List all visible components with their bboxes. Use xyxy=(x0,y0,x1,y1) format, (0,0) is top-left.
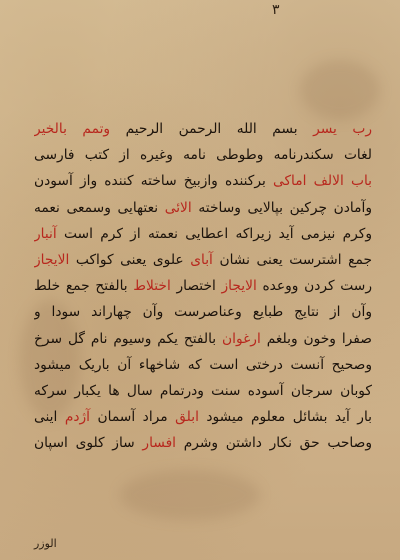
text-segment: صفرا وخون وبلغم xyxy=(260,330,372,347)
text-segment: وصاحب حق نکار داشتن وشرم xyxy=(176,435,372,452)
text-line xyxy=(34,142,372,168)
rubric-word: آژدم xyxy=(64,409,91,426)
text-segment: بالفتح جمع خلط xyxy=(34,278,134,295)
rubric-word: وتمم بالخیر xyxy=(34,121,111,137)
rubric-word: ابلق xyxy=(175,409,199,426)
text-segment: مراد آسمان xyxy=(90,409,176,426)
rubric-word: ارغوان xyxy=(222,330,261,347)
text-line xyxy=(34,221,372,247)
folio-number: ٣ xyxy=(272,2,280,18)
text-segment: وآمادن چرکین بپالایی وساخته xyxy=(191,199,372,216)
text-segment: لغات سکندرنامه وطوطی نامه وغیره از کتب فارسی xyxy=(34,147,372,164)
text-segment: اختصار xyxy=(170,278,222,295)
rubric-word: الائی xyxy=(164,199,192,216)
text-line xyxy=(34,273,372,299)
text-segment: ساز کلوی اسپان xyxy=(34,435,143,452)
rubric-word: افسار xyxy=(142,435,177,452)
text-line xyxy=(34,195,372,221)
rubric-word: الایجاز xyxy=(221,278,257,295)
rubric-word: الایجاز xyxy=(34,251,70,268)
text-segment: علوی یعنی کواکب xyxy=(69,251,191,268)
text-line xyxy=(34,299,372,325)
text-segment: رست کردن ووعده xyxy=(256,278,372,295)
text-segment: نعتهایی وسمعی نعمه xyxy=(34,199,165,216)
catchword: الوزر xyxy=(34,537,57,550)
text-segment: برکننده وازبیخ ساخته کننده واز آسودن xyxy=(34,173,273,190)
text-line xyxy=(34,430,372,456)
text-line xyxy=(34,168,372,194)
rubric-word: اختلاط xyxy=(133,278,171,295)
paper-stain xyxy=(300,60,380,120)
text-line xyxy=(34,116,372,142)
text-segment: وکرم نیزمی آید زیراکه اعطایی نعمته از کرم است xyxy=(56,225,372,242)
text-segment: کوبان سرجان آسوده سنت ودرتمام سال ها یکبار سرکه xyxy=(34,382,372,399)
text-segment: وآن از نتایج طبایع وعناصرست وآن چهاراند سودا و xyxy=(34,304,372,321)
text-line xyxy=(34,404,372,430)
text-line xyxy=(34,378,372,404)
text-segment: بسم الله الرحمن الرحیم xyxy=(110,121,314,137)
text-segment: بالفتح یکم وسیوم نام گل سرخ xyxy=(34,330,222,347)
text-line xyxy=(34,352,372,378)
rubric-word: باب الالف اماکی xyxy=(272,173,372,190)
text-segment: جمع اشترست یعنی نشان xyxy=(212,251,372,268)
paper-stain xyxy=(120,470,260,520)
rubric-word: آنبار xyxy=(34,225,57,242)
text-segment: بار آید بشائل معلوم میشود xyxy=(198,409,372,426)
text-line xyxy=(34,326,372,352)
text-segment: وصحیح آنست درختی است که شاخهاء آن باریک میشود xyxy=(34,356,372,373)
text-segment: اینی xyxy=(34,409,65,426)
text-line xyxy=(34,247,372,273)
manuscript-text xyxy=(34,116,372,456)
rubric-word: آبای xyxy=(190,251,213,268)
rubric-word: رب یسر xyxy=(313,121,372,137)
